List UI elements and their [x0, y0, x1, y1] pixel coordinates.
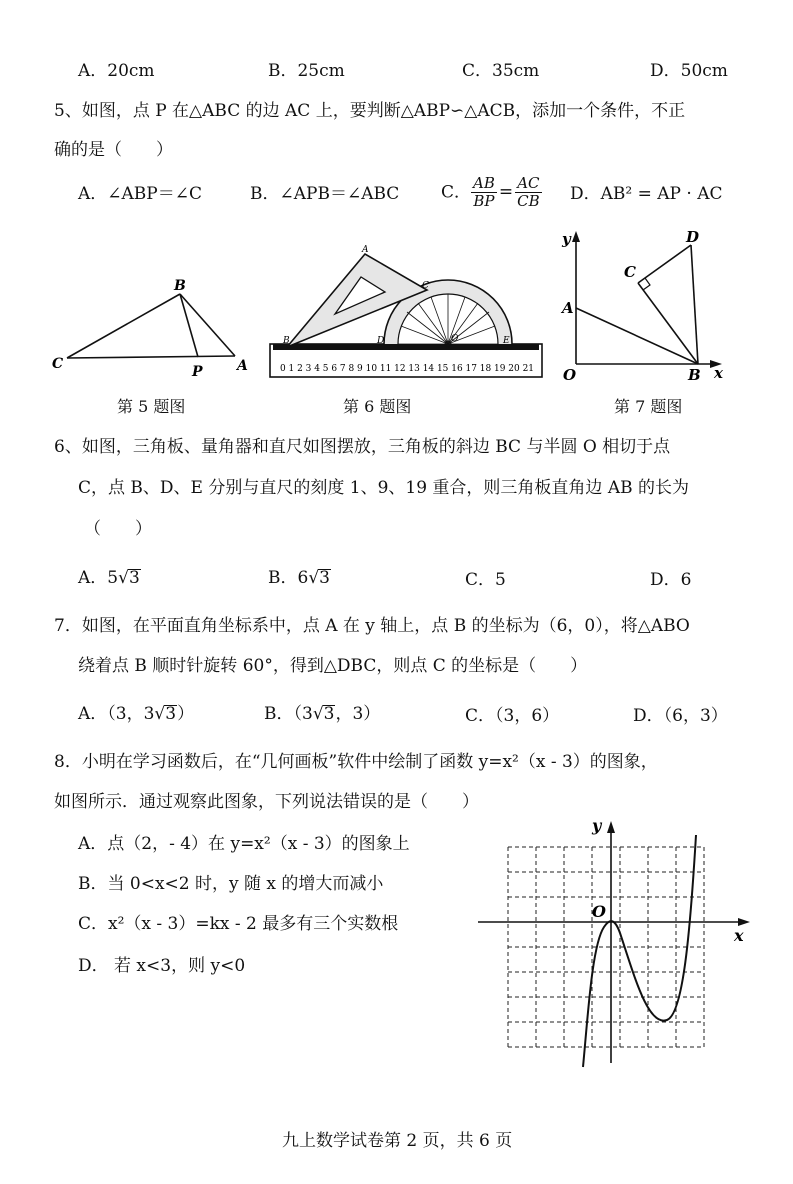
q7-option-a-prefix: A．（3，3 — [78, 704, 155, 724]
fig8-y-arrow — [607, 821, 615, 833]
fig7-segment-ab — [576, 308, 698, 364]
fig8-curve — [583, 835, 696, 1067]
q5-option-c-prefix: C． — [441, 182, 472, 203]
q5-option-d: D．AB² = AP · AC — [570, 184, 723, 204]
fig7-label-d: D — [686, 228, 700, 246]
q5-fraction-2 — [515, 175, 542, 211]
q7-option-a: A．（3，3√3） — [78, 704, 195, 724]
fig5-label-a: A — [237, 358, 248, 374]
fig5-label-b: B — [174, 278, 186, 294]
q8-option-d: D． 若 x<3，则 y<0 — [78, 956, 246, 976]
q8-option-c: C．x²（x - 3）=kx - 2 最多有三个实数根 — [78, 914, 399, 934]
q7-stem-line2: 绕着点 B 顺时针旋转 60°，得到△DBC，则点 C 的坐标是（ ） — [78, 656, 588, 676]
q6-option-a-prefix: A．5 — [78, 568, 119, 588]
fig5-label-p: P — [192, 364, 203, 380]
fig7-caption: 第 7 题图 — [614, 397, 683, 416]
fig5-edge-cb — [67, 294, 180, 358]
q4-option-a: A．20cm — [78, 61, 155, 81]
figure-8 — [470, 815, 755, 1070]
q5-stem-line1: 5、如图，点 P 在△ABC 的边 AC 上，要判断△ABP∽△ACB，添加一个条件，不正 — [54, 101, 686, 121]
figure-7 — [560, 228, 735, 383]
fig7-y-arrow — [572, 231, 580, 242]
q7-option-b-radicand: 3 — [323, 704, 335, 724]
fig7-segment-cd — [638, 245, 691, 283]
q7-option-c: C．（3，6） — [465, 706, 560, 726]
fig5-caption: 第 5 题图 — [117, 397, 186, 416]
fig6-caption: 第 6 题图 — [343, 397, 412, 416]
fig6-label-b: B — [283, 336, 290, 346]
q6-stem-line1: 6、如图，三角板、量角器和直尺如图摆放，三角板的斜边 BC 与半圆 O 相切于点 — [54, 437, 671, 457]
q6-option-d: D．6 — [650, 570, 692, 590]
q5-option-a: A．∠ABP＝∠C — [78, 184, 202, 204]
fig6-ruler-digits: 0 1 2 3 4 5 6 7 8 9 10 11 12 13 14 15 16 17 18 19 20 21 — [280, 364, 534, 374]
fig7-label-b: B — [688, 366, 701, 384]
q5-option-b: B．∠APB＝∠ABC — [250, 184, 400, 204]
fig7-label-o: O — [563, 366, 577, 384]
q8-option-a: A．点（2，- 4）在 y=x²（x - 3）的图象上 — [78, 834, 410, 854]
q6-stem-line2: C，点 B、D、E 分别与直尺的刻度 1、9、19 重合，则三角板直角边 AB 的长为 — [78, 478, 689, 498]
figure-6 — [265, 240, 550, 385]
q4-option-b: B．25cm — [268, 61, 345, 81]
q6-stem-line3: （ ） — [84, 519, 152, 539]
q5-frac2-denominator: CB — [517, 192, 540, 211]
q6-option-c: C．5 — [465, 570, 506, 590]
q4-option-c: C．35cm — [462, 61, 540, 81]
fig7-segment-db — [691, 245, 698, 364]
page-footer: 九上数学试卷第 2 页，共 6 页 — [282, 1131, 513, 1151]
q7-stem-line1: 7．如图，在平面直角坐标系中，点 A 在 y 轴上，点 B 的坐标为（6，0），将△ABO — [54, 616, 690, 636]
fig7-label-x: x — [714, 364, 723, 382]
q5-option-c — [441, 175, 542, 211]
fig8-x-arrow — [738, 918, 750, 926]
q4-option-d: D．50cm — [650, 61, 728, 81]
q5-equals: = — [498, 182, 514, 203]
fig7-label-c: C — [624, 263, 636, 281]
q8-option-b: B．当 0<x<2 时，y 随 x 的增大而减小 — [78, 874, 384, 894]
q6-option-a: A．5√3 — [78, 568, 140, 588]
q6-option-b-prefix: B．6 — [268, 568, 309, 588]
fig8-grid — [508, 847, 704, 1047]
fig5-edge-ca — [67, 356, 235, 358]
fig7-segment-bc — [638, 283, 698, 364]
q6-option-b-radicand: 3 — [319, 568, 330, 588]
q5-frac1-numerator: AB — [473, 174, 495, 192]
fig5-label-c: C — [52, 356, 64, 372]
fig6-label-c: C — [422, 281, 429, 291]
fig7-right-angle-mark — [643, 278, 650, 290]
q5-fraction-1 — [471, 175, 497, 211]
fig6-ruler-scale — [273, 344, 539, 350]
q8-stem-line2: 如图所示．通过观察此图象，下列说法错误的是（ ） — [54, 792, 479, 812]
fig6-label-a: A — [362, 245, 369, 255]
q7-option-a-radicand: 3 — [165, 704, 177, 724]
q5-frac1-denominator: BP — [473, 192, 495, 211]
q8-stem-line1: 8．小明在学习函数后，在“几何画板”软件中绘制了函数 y=x²（x - 3）的图象， — [54, 752, 658, 772]
q5-stem-line2: 确的是（ ） — [54, 140, 173, 160]
q7-option-b: B．（3√3，3） — [264, 704, 381, 724]
fig7-label-a: A — [562, 299, 574, 317]
q6-option-b: B．6√3 — [268, 568, 330, 588]
q5-frac2-numerator: AC — [515, 175, 542, 193]
fig7-label-y: y — [562, 230, 571, 248]
q7-option-a-suffix: ） — [177, 704, 195, 724]
fig8-label-o: O — [592, 902, 606, 921]
figure-5 — [40, 270, 260, 380]
q7-option-b-suffix: ，3） — [335, 704, 381, 724]
q7-option-b-prefix: B．（3 — [264, 704, 313, 724]
fig6-label-d: D — [377, 336, 385, 346]
fig6-label-e: E — [503, 336, 510, 346]
fig8-label-x: x — [734, 926, 744, 945]
q7-option-d: D．（6，3） — [633, 706, 728, 726]
q6-option-a-radicand: 3 — [128, 568, 140, 588]
fig6-label-o: O — [451, 334, 459, 344]
fig8-label-y: y — [592, 816, 602, 835]
